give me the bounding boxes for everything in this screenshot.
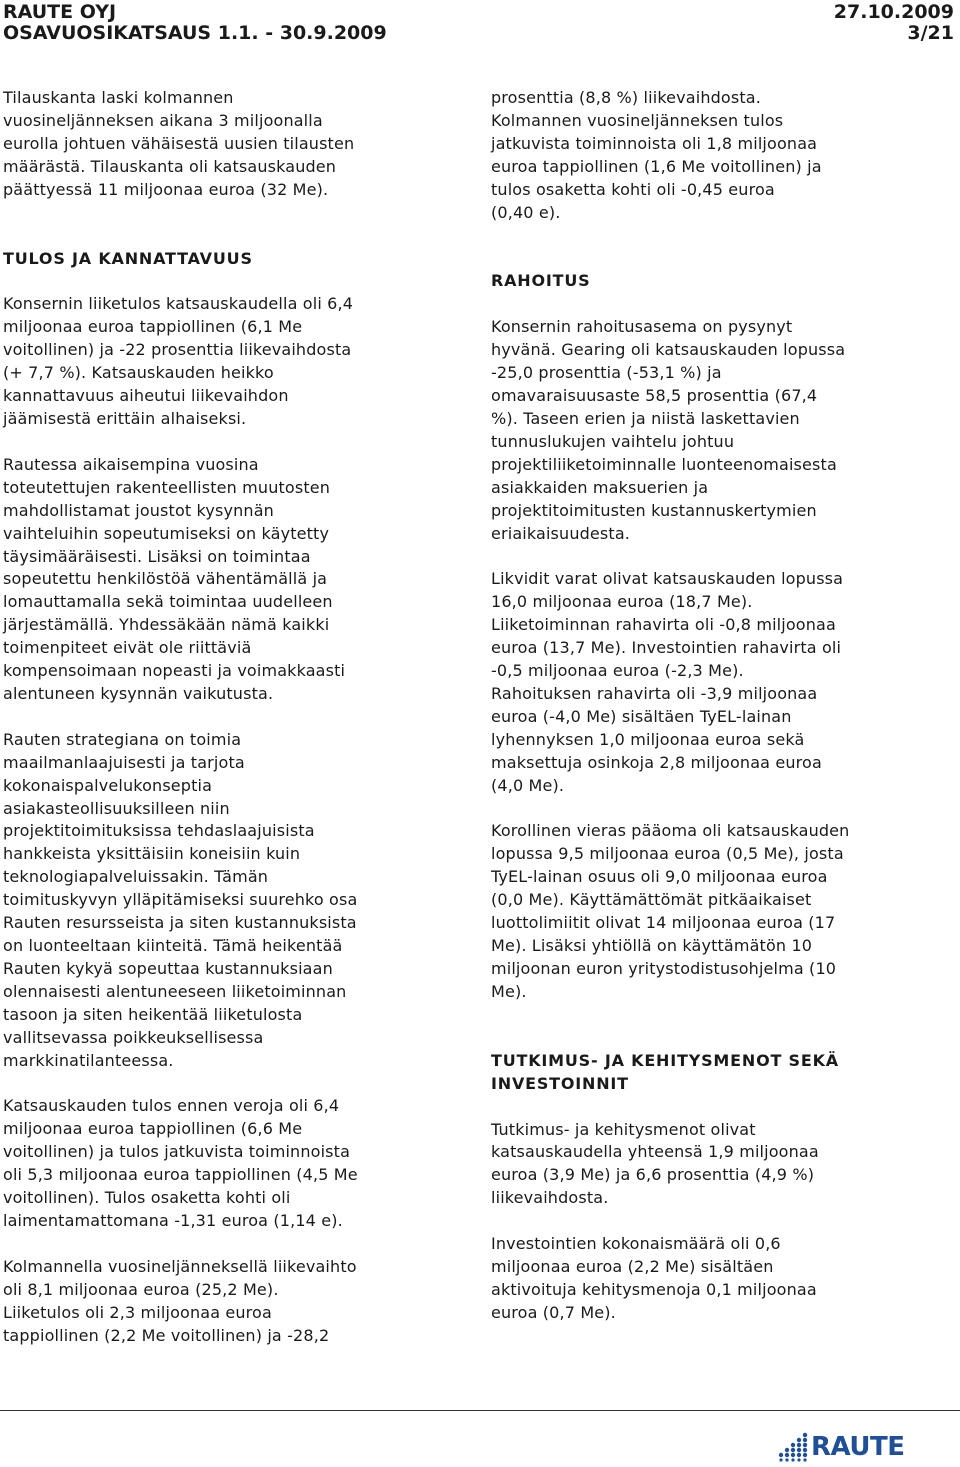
section-heading-result: TULOS JA KANNATTAVUUS <box>3 248 253 268</box>
header-right <box>834 2 954 44</box>
order-book-paragraph: Tilauskanta laski kolmannen vuosineljänneksen aikana 3 miljoonalla eurolla johtuen vähäisestä uusien tilausten määrästä. Tilauskanta oli katsauskauden päättyessä 11 miljoonaa euroa (32 Me). <box>3 88 355 199</box>
investments-paragraph: Investointien kokonaismäärä oli 0,6 miljoonaa euroa (2,2 Me) sisältäen aktivoituja kehitysmenoja 0,1 miljoonaa euroa (0,7 Me). <box>491 1234 817 1322</box>
left-column <box>3 87 443 1348</box>
page-header <box>0 0 960 46</box>
raute-dot-triangle-icon <box>777 1432 809 1462</box>
q3-paragraph: Kolmannella vuosineljänneksellä liikevaihto oli 8,1 miljoonaa euroa (25,2 Me). Liiketulos oli 2,3 miljoonaa euroa tappiollinen (2,2 Me voitollinen) ja -28,2 <box>3 1256 357 1345</box>
company-name: RAUTE OYJ <box>3 1 117 23</box>
adjustment-paragraph: Rautessa aikaisempina vuosina toteutettujen rakenteellisten muutosten mahdollistamat joustot kysynnän vaihteluihin sopeutumiseksi on käytetty täysimääräisesti. Lisäksi on toimintaa sopeutettu henkilöstöä vähentämällä ja lomauttamalla sekä toimintaa uudelleen järjestämällä. Yhdessäkään nämä kaikki toimenpiteet eivät ole riittäviä kompensoimaan nopeasti ja voimakkaasti alentuneen kysynnän vaikutusta. <box>3 454 346 703</box>
section-heading-financing: RAHOITUS <box>491 271 591 291</box>
footer-rule <box>0 1410 960 1411</box>
raute-logo <box>777 1432 917 1462</box>
financial-position-paragraph: Konsernin rahoitusasema on pysynyt hyvänä. Gearing oli katsauskauden lopussa -25,0 prosenttia (-53,1 %) ja omavaraisuusaste 58,5 prosenttia (67,4 %). Taseen erien ja niistä laskettavien tunnuslukujen vaihtelu johtuu projektiliiketoiminnalle luonteenomaisesta asiakkaiden maksuerien ja projektitoimitusten kustannuskertymien eriaikaisuudesta. <box>491 317 846 543</box>
page-number: 3/21 <box>907 22 954 44</box>
logo-wordmark: RAUTE <box>811 1432 905 1462</box>
strategy-paragraph: Rauten strategiana on toimia maailmanlaajuisesti ja tarjota kokonaispalvelukonseptia asiakasteollisuuksilleen niin projektitoimituksissa tehdaslaajuisista hankkeista yksittäisiin koneisiin kuin teknologiapalveluissakin. Tämän toimituskyvyn ylläpitämiseksi suurehko osa Rauten resursseista ja siten kustannuksista on luonteeltaan kiinteitä. Tämä heikentää Rauten kykyä sopeuttaa kustannuksiaan olennaisesti alentuneeseen liiketoiminnan tasoon ja siten heikentää liiketulosta vallitsevassa poikkeuksellisessa markkinatilanteessa. <box>3 729 358 1070</box>
debt-paragraph: Korollinen vieras pääoma oli katsauskauden lopussa 9,5 miljoonaa euroa (0,5 Me), josta TyEL-lainan osuus oli 9,0 miljoonaa euroa (0,0 Me). Käyttämättömät pitkäaikaiset luottolimiitit olivat 14 miljoonaa euroa (17 Me). Lisäksi yhtiöllä on käyttämätön 10 miljoonan euron yritystodistusohjelma (10 Me). <box>491 821 850 1001</box>
section-heading-rnd: TUTKIMUS- JA KEHITYSMENOT SEKÄ INVESTOINNIT <box>491 1050 839 1093</box>
pretax-result-paragraph: Katsauskauden tulos ennen veroja oli 6,4 miljoonaa euroa tappiollinen (6,6 Me voitollinen) ja tulos jatkuvista toiminnoista oli 5,3 miljoonaa euroa tappiollinen (4,5 Me voitollinen). Tulos osaketta kohti oli laimentamattomana -1,31 euroa (1,14 e). <box>3 1096 358 1230</box>
operating-result-paragraph: Konsernin liiketulos katsauskaudella oli 6,4 miljoonaa euroa tappiollinen (6,1 Me voitollinen) ja -22 prosenttia liikevaihdosta (+ 7,7 %). Katsauskauden heikko kannattavuus aiheutui liikevaihdon jäämisestä erittäin alhaiseksi. <box>3 294 354 428</box>
report-date: 27.10.2009 <box>833 1 954 23</box>
right-column <box>491 87 946 1325</box>
q3-continuation-paragraph: prosenttia (8,8 %) liikevaihdosta. Kolmannen vuosineljänneksen tulos jatkuvista toiminnoista oli 1,8 miljoonaa euroa tappiollinen (1,6 Me voitollinen) ja tulos osaketta kohti oli -0,45 euroa (0,40 e). <box>491 88 822 222</box>
report-title: OSAVUOSIKATSAUS 1.1. - 30.9.2009 <box>3 22 387 44</box>
rnd-paragraph: Tutkimus- ja kehitysmenot olivat katsauskaudella yhteensä 1,9 miljoonaa euroa (3,9 Me) ja 6,6 prosenttia (4,9 %) liikevaihdosta. <box>491 1119 819 1208</box>
liquidity-paragraph: Likvidit varat olivat katsauskauden lopussa 16,0 miljoonaa euroa (18,7 Me). Liiketoiminnan rahavirta oli -0,8 miljoonaa euroa (13,7 Me). Investointien rahavirta oli -0,5 miljoonaa euroa (-2,3 Me). Rahoituksen rahavirta oli -3,9 miljoonaa euroa (-4,0 Me) sisältäen TyEL-lainan lyhennyksen 1,0 miljoonaa euroa sekä maksettuja osinkoja 2,8 miljoonaa euroa (4,0 Me). <box>491 569 844 795</box>
header-left <box>3 2 387 44</box>
